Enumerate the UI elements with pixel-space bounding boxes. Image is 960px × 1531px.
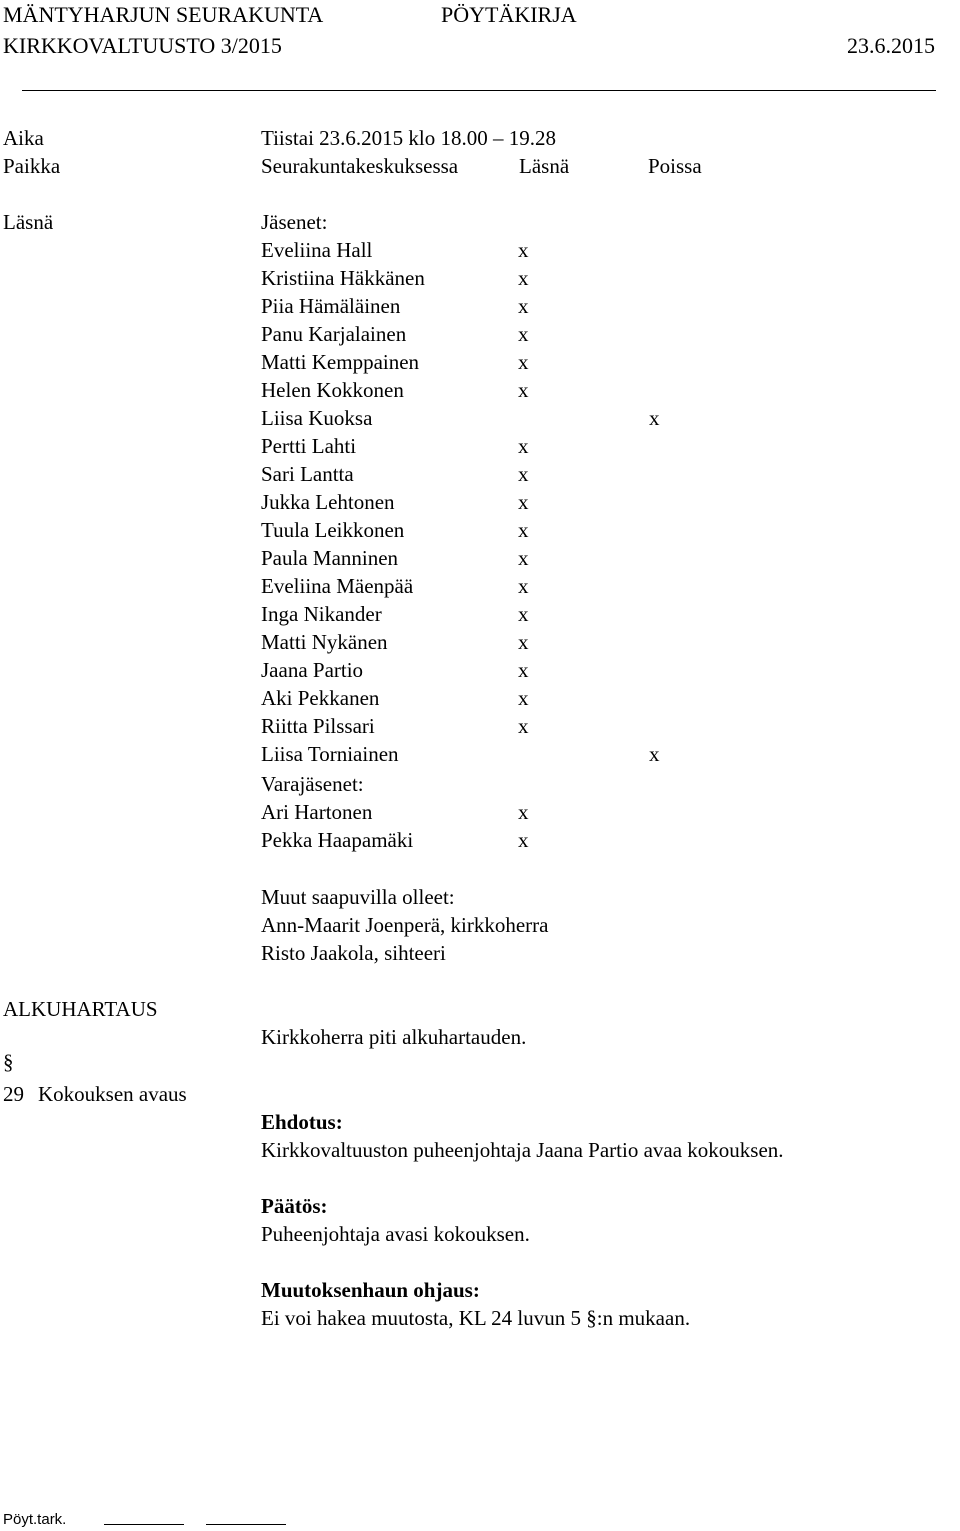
attendee-row xyxy=(261,432,681,460)
attendee-row xyxy=(261,600,681,628)
other-attendee: Risto Jaakola, sihteeri xyxy=(261,941,446,965)
attendee-name: Matti Kemppainen xyxy=(261,350,420,374)
attendee-name: Liisa Kuoksa xyxy=(261,406,373,430)
attendee-name: Ari Hartonen xyxy=(261,800,373,824)
appeal-label: Muutoksenhaun ohjaus: xyxy=(261,1278,480,1302)
attendee-row xyxy=(261,712,681,740)
attendee-row xyxy=(261,348,681,376)
attendee-name: Pertti Lahti xyxy=(261,434,357,458)
header-divider xyxy=(22,90,936,91)
attendee-name: Kristiina Häkkänen xyxy=(261,266,425,290)
present-mark: x xyxy=(518,714,529,738)
present-mark: x xyxy=(518,574,529,598)
attendee-row xyxy=(261,628,681,656)
absent-column-header: Poissa xyxy=(648,154,702,178)
alkuhartaus-text: Kirkkoherra piti alkuhartauden. xyxy=(261,1025,527,1049)
deputies-heading: Varajäsenet: xyxy=(261,772,364,796)
attendee-name: Panu Karjalainen xyxy=(261,322,407,346)
section-sign: § xyxy=(3,1050,14,1074)
attendee-row xyxy=(261,798,681,826)
attendee-name: Riitta Pilssari xyxy=(261,714,375,738)
organization-name: MÄNTYHARJUN SEURAKUNTA xyxy=(3,2,324,27)
appeal-section-sign: § xyxy=(586,1306,597,1330)
present-mark: x xyxy=(518,378,529,402)
attendee-name: Piia Hämäläinen xyxy=(261,294,401,318)
present-mark: x xyxy=(518,350,529,374)
attendee-row xyxy=(261,826,681,854)
others-heading: Muut saapuvilla olleet: xyxy=(261,885,455,909)
proposal-label: Ehdotus: xyxy=(261,1110,343,1134)
attendee-row xyxy=(261,292,681,320)
attendee-name: Helen Kokkonen xyxy=(261,378,404,402)
present-mark: x xyxy=(518,686,529,710)
present-mark: x xyxy=(518,490,529,514)
attendee-row xyxy=(261,404,681,432)
attendee-name: Jukka Lehtonen xyxy=(261,490,395,514)
attendee-row xyxy=(261,236,681,264)
attendee-name: Paula Manninen xyxy=(261,546,399,570)
attendee-name: Pekka Haapamäki xyxy=(261,828,414,852)
attendee-row xyxy=(261,740,681,768)
attendee-row xyxy=(261,320,681,348)
signature-line xyxy=(206,1524,286,1525)
decision-text: Puheenjohtaja avasi kokouksen. xyxy=(261,1222,530,1246)
proposal-text: Kirkkovaltuuston puheenjohtaja Jaana Partio avaa kokouksen. xyxy=(261,1138,784,1162)
place-label: Paikka xyxy=(3,154,61,178)
attendee-row xyxy=(261,516,681,544)
appeal-text xyxy=(261,1304,690,1332)
decision-label: Päätös: xyxy=(261,1194,328,1218)
present-mark: x xyxy=(518,518,529,542)
place-value: Seurakuntakeskuksessa xyxy=(261,154,459,178)
item-number: 29 xyxy=(3,1082,24,1106)
attendee-name: Liisa Torniainen xyxy=(261,742,399,766)
members-heading: Jäsenet: xyxy=(261,210,328,234)
present-mark: x xyxy=(518,800,529,824)
attendee-name: Inga Nikander xyxy=(261,602,382,626)
attendee-row xyxy=(261,264,681,292)
present-mark: x xyxy=(518,658,529,682)
present-mark: x xyxy=(518,602,529,626)
meeting-date: 23.6.2015 xyxy=(847,33,935,58)
absent-mark: x xyxy=(649,406,660,430)
appeal-text-start: Ei voi hakea muutosta, KL 24 luvun 5 xyxy=(261,1306,587,1330)
present-mark: x xyxy=(518,546,529,570)
present-column-header: Läsnä xyxy=(519,154,570,178)
other-attendee: Ann-Maarit Joenperä, kirkkoherra xyxy=(261,913,549,937)
signature-line xyxy=(104,1524,184,1525)
attendee-row xyxy=(261,376,681,404)
attendee-row xyxy=(261,488,681,516)
absent-mark: x xyxy=(649,742,660,766)
present-mark: x xyxy=(518,294,529,318)
present-mark: x xyxy=(518,828,529,852)
attendee-row xyxy=(261,460,681,488)
appeal-text-end: :n mukaan. xyxy=(596,1306,691,1330)
attendance-label: Läsnä xyxy=(3,210,54,234)
present-mark: x xyxy=(518,322,529,346)
present-mark: x xyxy=(518,434,529,458)
document-type: PÖYTÄKIRJA xyxy=(441,2,577,27)
attendee-name: Sari Lantta xyxy=(261,462,354,486)
governing-body: KIRKKOVALTUUSTO 3/2015 xyxy=(3,33,282,58)
attendee-name: Matti Nykänen xyxy=(261,630,388,654)
footer-label: Pöyt.tark. xyxy=(3,1511,67,1528)
item-title: Kokouksen avaus xyxy=(38,1082,187,1106)
present-mark: x xyxy=(518,238,529,262)
attendee-row xyxy=(261,572,681,600)
attendee-name: Jaana Partio xyxy=(261,658,364,682)
present-mark: x xyxy=(518,462,529,486)
attendee-name: Tuula Leikkonen xyxy=(261,518,405,542)
present-mark: x xyxy=(518,630,529,654)
attendee-row xyxy=(261,656,681,684)
present-mark: x xyxy=(518,266,529,290)
time-label: Aika xyxy=(3,126,44,150)
attendee-name: Aki Pekkanen xyxy=(261,686,380,710)
alkuhartaus-label: ALKUHARTAUS xyxy=(3,997,158,1021)
attendee-name: Eveliina Hall xyxy=(261,238,373,262)
time-value: Tiistai 23.6.2015 klo 18.00 – 19.28 xyxy=(261,126,557,150)
attendee-name: Eveliina Mäenpää xyxy=(261,574,414,598)
attendee-row xyxy=(261,684,681,712)
attendee-row xyxy=(261,544,681,572)
